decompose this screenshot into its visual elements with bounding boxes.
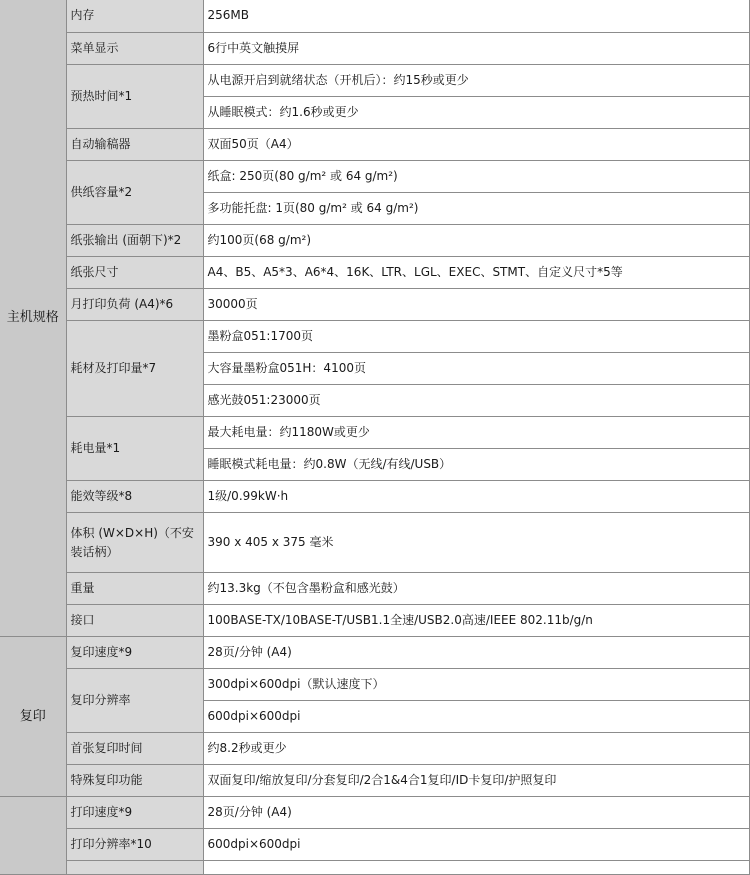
spec-value: 感光鼓051:23000页 <box>203 385 750 417</box>
spec-value: 纸盒: 250页(80 g/m² 或 64 g/m²) <box>203 161 750 193</box>
spec-value: 约100页(68 g/m²) <box>203 225 750 257</box>
table-row <box>0 605 750 637</box>
spec-value: 从睡眠模式：约1.6秒或更少 <box>203 97 750 129</box>
spec-value <box>203 861 750 875</box>
spec-value: 28页/分钟 (A4) <box>203 637 750 669</box>
spec-item-label: 耗材及打印量*7 <box>66 321 203 417</box>
spec-item-label: 能效等级*8 <box>66 481 203 513</box>
table-row <box>0 481 750 513</box>
table-row <box>0 417 750 449</box>
spec-value: 墨粉盒051:1700页 <box>203 321 750 353</box>
spec-item-label: 打印分辨率*10 <box>66 829 203 861</box>
spec-item-label: 特殊复印功能 <box>66 765 203 797</box>
table-row <box>0 161 750 193</box>
table-row <box>0 861 750 875</box>
spec-value: 从电源开启到就绪状态（开机后）：约15秒或更少 <box>203 65 750 97</box>
spec-item-label: 纸张尺寸 <box>66 257 203 289</box>
table-row <box>0 513 750 573</box>
spec-value: A4、B5、A5*3、A6*4、16K、LTR、LGL、EXEC、STMT、自定义尺寸*5等 <box>203 257 750 289</box>
table-row <box>0 637 750 669</box>
table-row <box>0 733 750 765</box>
section-category: 复印 <box>0 637 66 797</box>
table-row <box>0 829 750 861</box>
spec-value: 6行中英文触摸屏 <box>203 33 750 65</box>
spec-value: 100BASE-TX/10BASE-T/USB1.1全速/USB2.0高速/IEEE 802.11b/g/n <box>203 605 750 637</box>
spec-value: 多功能托盘: 1页(80 g/m² 或 64 g/m²) <box>203 193 750 225</box>
spec-value: 睡眠模式耗电量：约0.8W（无线/有线/USB） <box>203 449 750 481</box>
spec-item-label: 纸张输出 (面朝下)*2 <box>66 225 203 257</box>
spec-item-label: 体积 (W×D×H)（不安装话柄） <box>66 513 203 573</box>
section-category: 主机规格 <box>0 0 66 637</box>
spec-item-label: 首张复印时间 <box>66 733 203 765</box>
spec-value: 28页/分钟 (A4) <box>203 797 750 829</box>
spec-item-label: 重量 <box>66 573 203 605</box>
spec-value: 约13.3kg（不包含墨粉盒和感光鼓） <box>203 573 750 605</box>
table-row <box>0 33 750 65</box>
table-row <box>0 0 750 33</box>
spec-value: 30000页 <box>203 289 750 321</box>
spec-item-label: 接口 <box>66 605 203 637</box>
spec-value: 双面50页（A4） <box>203 129 750 161</box>
spec-value: 双面复印/缩放复印/分套复印/2合1&4合1复印/ID卡复印/护照复印 <box>203 765 750 797</box>
table-row <box>0 321 750 353</box>
spec-value: 300dpi×600dpi（默认速度下） <box>203 669 750 701</box>
spec-item-label: 复印速度*9 <box>66 637 203 669</box>
spec-value: 600dpi×600dpi <box>203 701 750 733</box>
spec-item-label: 自动输稿器 <box>66 129 203 161</box>
spec-value: 600dpi×600dpi <box>203 829 750 861</box>
table-row <box>0 225 750 257</box>
spec-item-label <box>66 861 203 875</box>
spec-value: 大容量墨粉盒051H：4100页 <box>203 353 750 385</box>
table-row <box>0 669 750 701</box>
spec-value: 1级/0.99kW·h <box>203 481 750 513</box>
table-row <box>0 573 750 605</box>
table-row <box>0 797 750 829</box>
table-row <box>0 65 750 97</box>
spec-item-label: 复印分辨率 <box>66 669 203 733</box>
table-row <box>0 129 750 161</box>
spec-item-label: 供纸容量*2 <box>66 161 203 225</box>
spec-item-label: 内存 <box>66 0 203 33</box>
section-category <box>0 797 66 875</box>
spec-item-label: 耗电量*1 <box>66 417 203 481</box>
spec-value: 最大耗电量：约1180W或更少 <box>203 417 750 449</box>
spec-item-label: 月打印负荷 (A4)*6 <box>66 289 203 321</box>
table-row <box>0 257 750 289</box>
spec-item-label: 打印速度*9 <box>66 797 203 829</box>
table-row <box>0 765 750 797</box>
spec-item-label: 预热时间*1 <box>66 65 203 129</box>
spec-item-label: 菜单显示 <box>66 33 203 65</box>
table-row <box>0 289 750 321</box>
spec-value: 256MB <box>203 0 750 33</box>
spec-value: 约8.2秒或更少 <box>203 733 750 765</box>
spec-value: 390 x 405 x 375 毫米 <box>203 513 750 573</box>
